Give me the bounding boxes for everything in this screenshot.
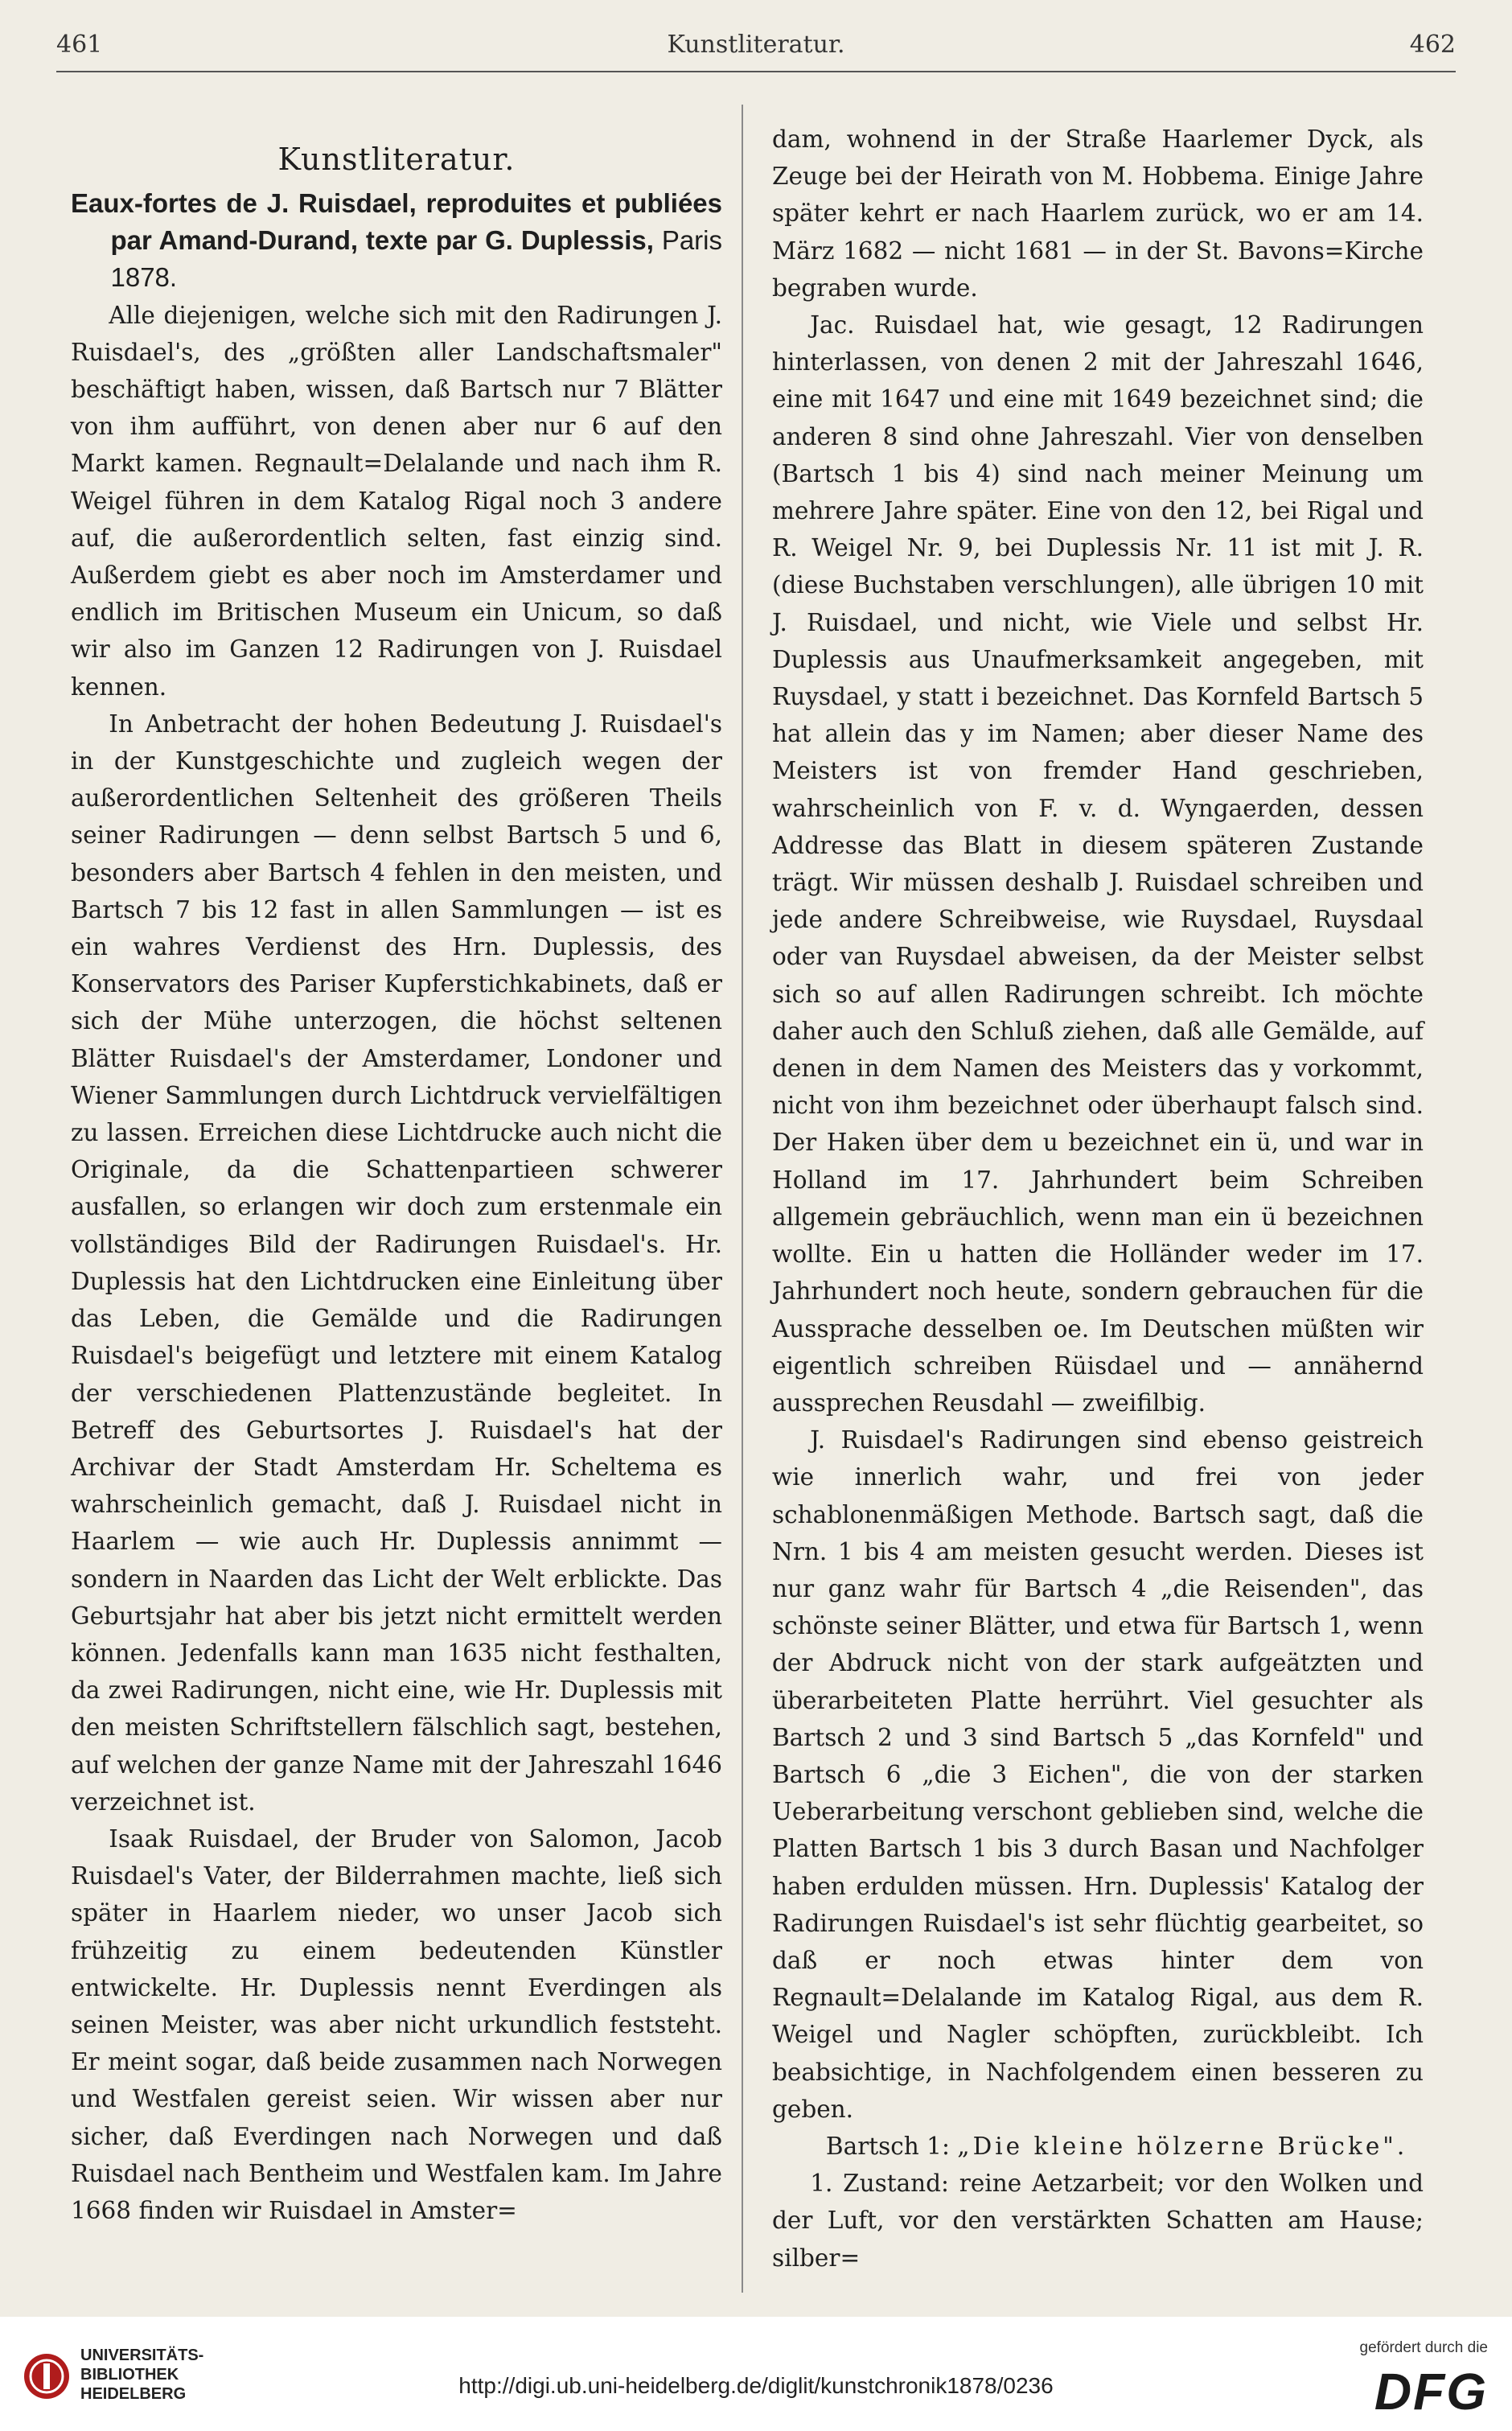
page-number-right: 462: [1409, 31, 1456, 59]
paragraph: Jac. Ruisdael hat, wie gesagt, 12 Radirungen hinterlassen, von denen 2 mit der Jahreszahl 1646, eine mit 1647 und eine mit 1649 bezeichnet sind; die anderen 8 sind ohne Jahreszahl. Vier von denselben (Bartsch 1 bis 4) sind nach meiner Meinung um mehrere Jahre später. Eine von den 12, bei Rigal und R. Weigel Nr. 9, bei Duplessis Nr. 11 ist mit J. R. (diese Buchstaben verschlungen), alle übrigen 10 mit J. Ruisdael, und nicht, wie Viele und selbst Hr. Duplessis aus Unaufmerksamkeit angegeben, mit Ruysdael, y statt i bezeichnet. Das Kornfeld Bartsch 5 hat allein das y im Namen; aber dieser Name des Meisters ist von fremder Hand geschrieben, wahrscheinlich von F. v. d. Wyngaerden, dessen Addresse das Blatt in diesem späteren Zustande trägt. Wir müssen deshalb J. Ruisdael schreiben und jede andere Schreibweise, wie Ruysdael, Ruysdaal oder van Ruysdael abweisen, da der Meister selbst sich so auf allen Radirungen schreibt. Ich möchte daher auch den Schluß ziehen, daß alle Gemälde, auf denen in dem Namen des Meisters das y vorkommt, nicht von ihm bezeichnet oder überhaupt falsch sind. Der Haken über dem u bezeichnet ein ü, und war in Holland im 17. Jahrhundert beim Schreiben allgemein gebräuchlich, wenn man ein ü bezeichnen wollte. Ein u hatten die Holländer weder im 17. Jahrhundert noch heute, sondern gebrauchen für die Aussprache desselben oe. Im Deutschen müßten wir eigentlich schreiben Rüisdael und — annähernd aussprechen Reusdahl — zweifilbig.: [772, 311, 1424, 1417]
page-number-left: 461: [56, 31, 103, 59]
footer-bar: [0, 2317, 1512, 2431]
source-url-link[interactable]: http://digi.ub.uni-heidelberg.de/diglit/kunstchronik1878/0236: [458, 2373, 1054, 2398]
entry-title: Eaux-fortes de J. Ruisdael, reproduites et publiées par Amand-Durand, texte par G. Duplessis,: [71, 188, 722, 256]
section-title: Kunstliteratur.: [277, 142, 516, 177]
paragraph: Isaak Ruisdael, der Bruder von Salomon, Jacob Ruisdael's Vater, der Bilderrahmen machte, ließ sich später in Haarlem nieder, wo unser Jacob sich frühzeitig zu einem bedeutenden Künstler entwickelte. Hr. Duplessis nennt Everdingen als seinen Meister, was aber nicht urkundlich feststeht. Er meint sogar, daß beide zusammen nach Norwegen und Westfalen gereist seien. Wir wissen aber nur sicher, daß Everdingen nach Norwegen und daß Ruisdael nach Bentheim und Westfalen kam. Im Jahre 1668 finden wir Ruisdael in Amster=: [71, 1824, 722, 2224]
column-divider: [742, 105, 743, 2293]
catalog-number: Bartsch 1:: [825, 2132, 958, 2160]
paragraph: J. Ruisdael's Radirungen sind ebenso geistreich wie innerlich wahr, und frei von jeder schablonenmäßigen Methode. Bartsch sagt, daß die Nrn. 1 bis 4 am meisten gesucht werden. Dieses ist nur ganz wahr für Bartsch 4 „die Reisenden", das schönste seiner Blätter, und etwa für Bartsch 1, wenn der Abdruck nicht von der stark aufgeätzten und überarbeiteten Platte herrührt. Viel gesuchter als Bartsch 2 und 3 sind Bartsch 5 „das Kornfeld" und Bartsch 6 „die 3 Eichen", die von der starken Ueberarbeitung verschont geblieben sind, welche die Platten Bartsch 1 bis 3 durch Basan und Nachfolger haben erdulden müssen. Hrn. Duplessis' Katalog der Radirungen Ruisdael's ist sehr flüchtig gearbeitet, so daß er noch etwas hinter dem von Regnault=Delalande im Katalog Rigal, aus dem R. Weigel und Nagler schöpften, zurückbleibt. Ich beabsichtige, in Nachfolgendem einen besseren zu geben.: [772, 1426, 1424, 2123]
paragraph: dam, wohnend in der Straße Haarlemer Dyck, als Zeuge bei der Heirath von M. Hobbema. Einige Jahre später kehrt er nach Haarlem zurück, wo er am 14. März 1682 — nicht 1681 — in der St. Bavons=Kirche begraben wurde.: [772, 125, 1424, 302]
right-column: [772, 121, 1424, 2277]
catalog-heading: [772, 2128, 1424, 2165]
dfg-logo: DFG: [1374, 2363, 1488, 2421]
state-paragraph: 1. Zustand: reine Aetzarbeit; vor den Wolken und der Luft, vor den verstärkten Schatten am Hause; silber=: [772, 2170, 1424, 2272]
header-rule: [56, 71, 1456, 72]
left-column: [71, 80, 722, 2229]
review-entry-heading: [71, 185, 722, 297]
entry-imprint: Paris 1878.: [110, 225, 723, 293]
paragraph: In Anbetracht der hohen Bedeutung J. Ruisdael's in der Kunstgeschichte und zugleich wegen der außerordentlichen Seltenheit des größeren Theils seiner Radirungen — denn selbst Bartsch 5 und 6, besonders aber Bartsch 4 fehlen in den meisten, und Bartsch 7 bis 12 fast in allen Sammlungen — ist es ein wahres Verdienst des Hrn. Duplessis, des Konservators des Pariser Kupferstichkabinets, daß er sich der Mühe unterzogen, die höchst seltenen Blätter Ruisdael's der Amsterdamer, Londoner und Wiener Sammlungen durch Lichtdruck vervielfältigen zu lassen. Erreichen diese Lichtdrucke auch nicht die Originale, da die Schattenpartieen schwerer ausfallen, so erlangen wir doch zum erstenmale ein vollständiges Bild der Radirungen Ruisdael's. Hr. Duplessis hat den Lichtdrucken eine Einleitung über das Leben, die Gemälde und die Radirungen Ruisdael's beigefügt und letztere mit einem Katalog der verschiedenen Plattenzustände begleitet. In Betreff des Geburtsortes J. Ruisdael's hat der Archivar der Stadt Amsterdam Hr. Scheltema es wahrscheinlich gemacht, daß J. Ruisdael nicht in Haarlem — wie auch Hr. Duplessis annimmt — sondern in Naarden das Licht der Welt erblickte. Das Geburtsjahr hat aber bis jetzt nicht ermittelt werden können. Jedenfalls kann man 1635 nicht festhalten, da zwei Radirungen, nicht eine, wie Hr. Duplessis mit den meisten Schriftstellern fälschlich sagt, bestehen, auf welchen der ganze Name mit der Jahreszahl 1646 verzeichnet ist.: [71, 710, 722, 1816]
funding-note: gefördert durch die: [1359, 2339, 1488, 2356]
catalog-title: „Die kleine hölzerne Brücke".: [957, 2132, 1408, 2160]
paragraph: Alle diejenigen, welche sich mit den Radirungen J. Ruisdael's, des „größten aller Landschaftsmaler" beschäftigt haben, wissen, daß Bartsch nur 7 Blätter von ihm aufführt, von denen aber nur 6 auf den Markt kamen. Regnault=Delalande und nach ihm R. Weigel führen in dem Katalog Rigal noch 3 andere auf, die außerordentlich selten, fast einzig sind. Außerdem giebt es aber noch im Amsterdamer und endlich im Britischen Museum ein Unicum, so daß wir also im Ganzen 12 Radirungen von J. Ruisdael kennen.: [71, 301, 722, 701]
library-name: UNIVERSITÄTS- BIBLIOTHEK HEIDELBERG: [80, 2347, 204, 2403]
running-title: Kunstliteratur.: [667, 31, 845, 59]
